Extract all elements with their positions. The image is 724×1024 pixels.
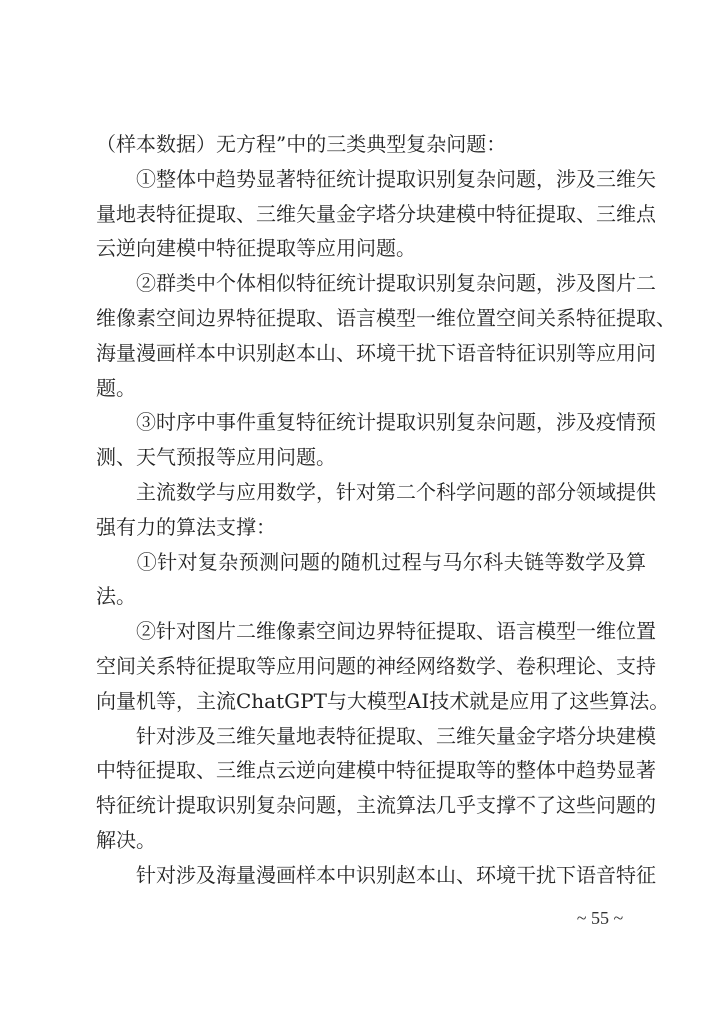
- text-line: ②群类中个体相似特征统计提取识别复杂问题，涉及图片二: [96, 271, 656, 296]
- text-line: ②针对图片二维像素空间边界特征提取、语言模型一维位置: [96, 619, 656, 644]
- text-line: 法。: [96, 584, 136, 609]
- text-line: 量地表特征提取、三维矢量金字塔分块建模中特征提取、三维点: [96, 201, 656, 226]
- text-line: 维像素空间边界特征提取、语言模型一维位置空间关系特征提取、: [96, 305, 676, 330]
- text-line: ①针对复杂预测问题的随机过程与马尔科夫链等数学及算: [96, 549, 646, 574]
- text-line: 云逆向建模中特征提取等应用问题。: [96, 236, 416, 261]
- text-line: （样本数据）无方程”中的三类典型复杂问题：: [96, 132, 507, 156]
- text-line: 测、天气预报等应用问题。: [96, 445, 336, 470]
- text-line: 题。: [96, 375, 136, 400]
- text-line: 强有力的算法支撑：: [96, 514, 276, 539]
- text-line: 针对涉及海量漫画样本中识别赵本山、环境干扰下语音特征: [96, 862, 656, 887]
- text-line: 主流数学与应用数学，针对第二个科学问题的部分领域提供: [96, 479, 656, 504]
- text-line: ③时序中事件重复特征统计提取识别复杂问题，涉及疫情预: [96, 410, 656, 435]
- body-text: [96, 127, 676, 893]
- text-line: 向量机等，主流ChatGPT与大模型AI技术就是应用了这些算法。: [96, 688, 670, 713]
- text-line: ①整体中趋势显著特征统计提取识别复杂问题，涉及三维矢: [96, 166, 656, 191]
- text-line: 针对涉及三维矢量地表特征提取、三维矢量金字塔分块建模: [96, 723, 656, 748]
- text-line: 特征统计提取识别复杂问题，主流算法几乎支撑不了这些问题的: [96, 793, 656, 818]
- page-number: ~ 55 ~: [576, 908, 624, 928]
- text-line: 解决。: [96, 827, 156, 852]
- text-line: 空间关系特征提取等应用问题的神经网络数学、卷积理论、支持: [96, 653, 656, 678]
- text-line: 海量漫画样本中识别赵本山、环境干扰下语音特征识别等应用问: [96, 340, 656, 365]
- text-line: 中特征提取、三维点云逆向建模中特征提取等的整体中趋势显著: [96, 758, 656, 783]
